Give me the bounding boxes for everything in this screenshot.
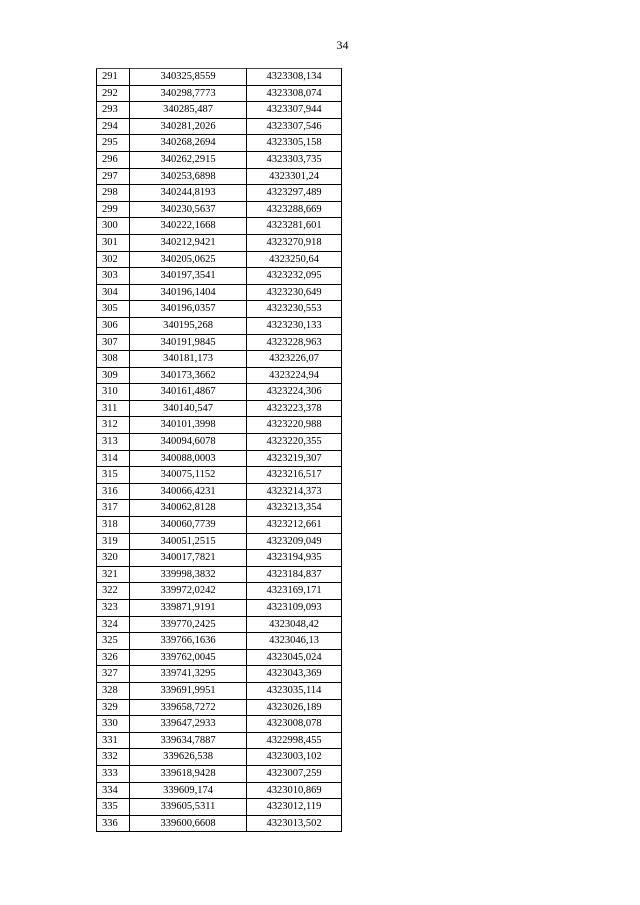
x-coordinate-cell: 339972,0242: [130, 583, 247, 600]
point-number-cell: 328: [97, 682, 130, 699]
point-number-cell: 317: [97, 500, 130, 517]
x-coordinate-cell: 339766,1636: [130, 633, 247, 650]
y-coordinate-cell: 4322998,455: [247, 732, 342, 749]
point-number-cell: 336: [97, 815, 130, 832]
y-coordinate-cell: 4323209,049: [247, 533, 342, 550]
point-number-cell: 301: [97, 234, 130, 251]
x-coordinate-cell: 340244,8193: [130, 185, 247, 202]
x-coordinate-cell: 339741,3295: [130, 666, 247, 683]
table-row: [97, 118, 342, 135]
x-coordinate-cell: 340281,2026: [130, 118, 247, 135]
point-number-cell: 313: [97, 434, 130, 451]
x-coordinate-cell: 340196,0357: [130, 301, 247, 318]
y-coordinate-cell: 4323212,661: [247, 517, 342, 534]
table-row: [97, 69, 342, 86]
y-coordinate-cell: 4323230,133: [247, 317, 342, 334]
table-row: [97, 301, 342, 318]
y-coordinate-cell: 4323305,158: [247, 135, 342, 152]
x-coordinate-cell: 339618,9428: [130, 765, 247, 782]
point-number-cell: 323: [97, 600, 130, 617]
y-coordinate-cell: 4323219,307: [247, 450, 342, 467]
y-coordinate-cell: 4323307,944: [247, 102, 342, 119]
x-coordinate-cell: 340075,1152: [130, 467, 247, 484]
x-coordinate-cell: 340140,547: [130, 400, 247, 417]
point-number-cell: 331: [97, 732, 130, 749]
page-number: 34: [336, 38, 349, 52]
table-row: [97, 765, 342, 782]
y-coordinate-cell: 4323043,369: [247, 666, 342, 683]
table-row: [97, 500, 342, 517]
point-number-cell: 297: [97, 168, 130, 185]
y-coordinate-cell: 4323223,378: [247, 400, 342, 417]
table-row: [97, 135, 342, 152]
table-row: [97, 334, 342, 351]
x-coordinate-cell: 340173,3662: [130, 367, 247, 384]
x-coordinate-cell: 339658,7272: [130, 699, 247, 716]
table-row: [97, 234, 342, 251]
y-coordinate-cell: 4323307,546: [247, 118, 342, 135]
point-number-cell: 302: [97, 251, 130, 268]
point-number-cell: 307: [97, 334, 130, 351]
x-coordinate-cell: 340222,1668: [130, 218, 247, 235]
point-number-cell: 306: [97, 317, 130, 334]
x-coordinate-cell: 339626,538: [130, 749, 247, 766]
x-coordinate-cell: 340262,2915: [130, 151, 247, 168]
point-number-cell: 296: [97, 151, 130, 168]
table-row: [97, 616, 342, 633]
table-row: [97, 151, 342, 168]
y-coordinate-cell: 4323288,669: [247, 201, 342, 218]
x-coordinate-cell: 340196,1404: [130, 284, 247, 301]
point-number-cell: 303: [97, 268, 130, 285]
point-number-cell: 299: [97, 201, 130, 218]
x-coordinate-cell: 339762,0045: [130, 649, 247, 666]
table-row: [97, 185, 342, 202]
y-coordinate-cell: 4323213,354: [247, 500, 342, 517]
x-coordinate-cell: 339609,174: [130, 782, 247, 799]
point-number-cell: 318: [97, 517, 130, 534]
y-coordinate-cell: 4323220,988: [247, 417, 342, 434]
point-number-cell: 330: [97, 716, 130, 733]
point-number-cell: 333: [97, 765, 130, 782]
y-coordinate-cell: 4323230,649: [247, 284, 342, 301]
x-coordinate-cell: 340191,9845: [130, 334, 247, 351]
y-coordinate-cell: 4323045,024: [247, 649, 342, 666]
point-number-cell: 324: [97, 616, 130, 633]
table-row: [97, 417, 342, 434]
point-number-cell: 332: [97, 749, 130, 766]
table-row: [97, 317, 342, 334]
y-coordinate-cell: 4323281,601: [247, 218, 342, 235]
point-number-cell: 308: [97, 351, 130, 368]
table-row: [97, 450, 342, 467]
point-number-cell: 315: [97, 467, 130, 484]
point-number-cell: 316: [97, 483, 130, 500]
x-coordinate-cell: 339998,3832: [130, 566, 247, 583]
table-row: [97, 782, 342, 799]
table-row: [97, 749, 342, 766]
table-row: [97, 384, 342, 401]
table-row: [97, 201, 342, 218]
x-coordinate-cell: 340017,7821: [130, 550, 247, 567]
point-number-cell: 298: [97, 185, 130, 202]
point-number-cell: 335: [97, 799, 130, 816]
point-number-cell: 293: [97, 102, 130, 119]
x-coordinate-cell: 340268,2694: [130, 135, 247, 152]
point-number-cell: 320: [97, 550, 130, 567]
table-row: [97, 367, 342, 384]
table-row: [97, 666, 342, 683]
table-row: [97, 467, 342, 484]
x-coordinate-cell: 340230,5637: [130, 201, 247, 218]
table-row: [97, 815, 342, 832]
y-coordinate-cell: 4323270,918: [247, 234, 342, 251]
point-number-cell: 321: [97, 566, 130, 583]
y-coordinate-cell: 4323228,963: [247, 334, 342, 351]
table-row: [97, 351, 342, 368]
x-coordinate-cell: 340094,6078: [130, 434, 247, 451]
x-coordinate-cell: 340101,3998: [130, 417, 247, 434]
point-number-cell: 319: [97, 533, 130, 550]
y-coordinate-cell: 4323308,074: [247, 85, 342, 102]
x-coordinate-cell: 340212,9421: [130, 234, 247, 251]
table-row: [97, 732, 342, 749]
x-coordinate-cell: 339605,5311: [130, 799, 247, 816]
table-row: [97, 682, 342, 699]
y-coordinate-cell: 4323232,095: [247, 268, 342, 285]
y-coordinate-cell: 4323216,517: [247, 467, 342, 484]
point-number-cell: 304: [97, 284, 130, 301]
point-number-cell: 291: [97, 69, 130, 86]
table-row: [97, 400, 342, 417]
table-row: [97, 268, 342, 285]
table-row: [97, 799, 342, 816]
x-coordinate-cell: 340205,0625: [130, 251, 247, 268]
coordinates-table-body: [97, 69, 342, 832]
x-coordinate-cell: 339647,2933: [130, 716, 247, 733]
x-coordinate-cell: 340066,4231: [130, 483, 247, 500]
y-coordinate-cell: 4323169,171: [247, 583, 342, 600]
point-number-cell: 310: [97, 384, 130, 401]
x-coordinate-cell: 340181,173: [130, 351, 247, 368]
y-coordinate-cell: 4323012,119: [247, 799, 342, 816]
y-coordinate-cell: 4323308,134: [247, 69, 342, 86]
x-coordinate-cell: 339871,9191: [130, 600, 247, 617]
y-coordinate-cell: 4323250,64: [247, 251, 342, 268]
x-coordinate-cell: 340161,4867: [130, 384, 247, 401]
table-row: [97, 716, 342, 733]
point-number-cell: 312: [97, 417, 130, 434]
point-number-cell: 300: [97, 218, 130, 235]
point-number-cell: 294: [97, 118, 130, 135]
x-coordinate-cell: 340060,7739: [130, 517, 247, 534]
table-row: [97, 85, 342, 102]
table-row: [97, 566, 342, 583]
y-coordinate-cell: 4323301,24: [247, 168, 342, 185]
x-coordinate-cell: 340197,3541: [130, 268, 247, 285]
y-coordinate-cell: 4323008,078: [247, 716, 342, 733]
table-row: [97, 517, 342, 534]
table-row: [97, 550, 342, 567]
point-number-cell: 311: [97, 400, 130, 417]
x-coordinate-cell: 340051,2515: [130, 533, 247, 550]
point-number-cell: 295: [97, 135, 130, 152]
x-coordinate-cell: 340088,0003: [130, 450, 247, 467]
y-coordinate-cell: 4323026,189: [247, 699, 342, 716]
y-coordinate-cell: 4323226,07: [247, 351, 342, 368]
y-coordinate-cell: 4323035,114: [247, 682, 342, 699]
y-coordinate-cell: 4323046,13: [247, 633, 342, 650]
table-row: [97, 483, 342, 500]
x-coordinate-cell: 339691,9951: [130, 682, 247, 699]
table-row: [97, 533, 342, 550]
coordinates-table: [96, 68, 342, 832]
x-coordinate-cell: 339634,7887: [130, 732, 247, 749]
y-coordinate-cell: 4323230,553: [247, 301, 342, 318]
y-coordinate-cell: 4323184,837: [247, 566, 342, 583]
point-number-cell: 322: [97, 583, 130, 600]
point-number-cell: 292: [97, 85, 130, 102]
point-number-cell: 327: [97, 666, 130, 683]
y-coordinate-cell: 4323013,502: [247, 815, 342, 832]
table-row: [97, 218, 342, 235]
table-row: [97, 102, 342, 119]
table-row: [97, 168, 342, 185]
point-number-cell: 334: [97, 782, 130, 799]
y-coordinate-cell: 4323194,935: [247, 550, 342, 567]
table-row: [97, 649, 342, 666]
y-coordinate-cell: 4323303,735: [247, 151, 342, 168]
table-row: [97, 284, 342, 301]
table-row: [97, 251, 342, 268]
y-coordinate-cell: 4323010,869: [247, 782, 342, 799]
table-row: [97, 699, 342, 716]
y-coordinate-cell: 4323220,355: [247, 434, 342, 451]
point-number-cell: 326: [97, 649, 130, 666]
x-coordinate-cell: 339770,2425: [130, 616, 247, 633]
table-row: [97, 583, 342, 600]
point-number-cell: 309: [97, 367, 130, 384]
x-coordinate-cell: 340253,6898: [130, 168, 247, 185]
table-row: [97, 633, 342, 650]
x-coordinate-cell: 340285,487: [130, 102, 247, 119]
y-coordinate-cell: 4323007,259: [247, 765, 342, 782]
y-coordinate-cell: 4323224,306: [247, 384, 342, 401]
x-coordinate-cell: 340195,268: [130, 317, 247, 334]
y-coordinate-cell: 4323297,489: [247, 185, 342, 202]
point-number-cell: 329: [97, 699, 130, 716]
x-coordinate-cell: 340298,7773: [130, 85, 247, 102]
point-number-cell: 305: [97, 301, 130, 318]
point-number-cell: 314: [97, 450, 130, 467]
table-row: [97, 600, 342, 617]
y-coordinate-cell: 4323214,373: [247, 483, 342, 500]
table-row: [97, 434, 342, 451]
y-coordinate-cell: 4323048,42: [247, 616, 342, 633]
x-coordinate-cell: 340062,8128: [130, 500, 247, 517]
y-coordinate-cell: 4323109,093: [247, 600, 342, 617]
x-coordinate-cell: 340325,8559: [130, 69, 247, 86]
y-coordinate-cell: 4323003,102: [247, 749, 342, 766]
y-coordinate-cell: 4323224,94: [247, 367, 342, 384]
x-coordinate-cell: 339600,6608: [130, 815, 247, 832]
point-number-cell: 325: [97, 633, 130, 650]
